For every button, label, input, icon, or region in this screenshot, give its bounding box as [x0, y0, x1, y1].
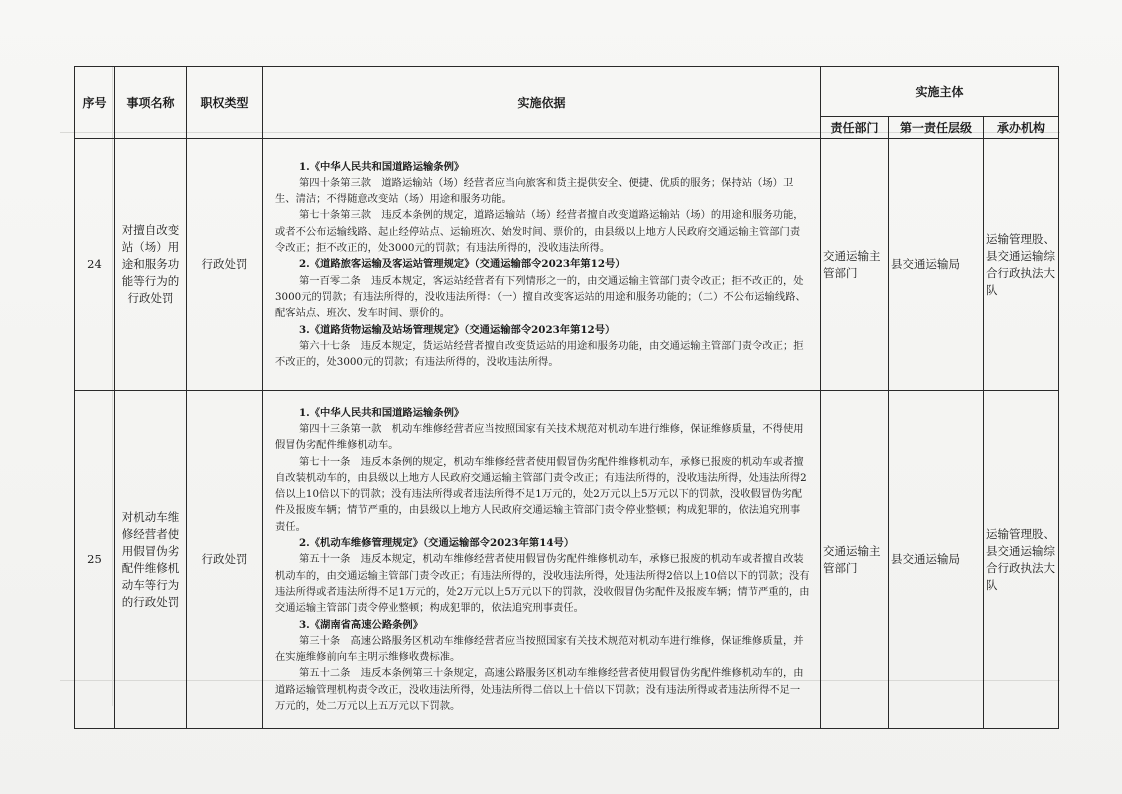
row-basis: [263, 391, 821, 729]
header-seq: 序号: [75, 67, 115, 139]
header-basis: 实施依据: [263, 67, 821, 139]
basis-article: 第四十条第三款 道路运输站（场）经营者应当向旅客和货主提供安全、便捷、优质的服务；保持站（场）卫生、清洁；不得随意改变站（场）用途和服务功能。: [275, 176, 794, 206]
header-handler: 承办机构: [984, 117, 1059, 139]
basis-law-title: 1.《中华人民共和国道路运输条例》: [299, 160, 465, 173]
row-power-type: 行政处罚: [187, 139, 263, 391]
basis-article: 第七十一条 违反本条例的规定，机动车维修经营者使用假冒伪劣配件维修机动车，承修已报废的机动车或者擅自改装机动车的，由县级以上地方人民政府交通运输主管部门责令改正；有违法所得的，没收违法所得，处违法所得2倍以上10倍以下的罚款；没有违法所得或者违法所得不足1万元的，处2万元以上5万元以下的罚款，没收假冒伪劣配件及报废车辆；情节严重的，由县级以上地方人民政府交通运输主管部门责令停业整顿；构成犯罪的，依法追究刑事责任。: [275, 455, 807, 533]
table-row: [75, 139, 1059, 391]
row-power-type: 行政处罚: [187, 391, 263, 729]
header-power-type: 职权类型: [187, 67, 263, 139]
header-level: 第一责任层级: [889, 117, 984, 139]
row-handler: 运输管理股、县交通运输综合行政执法大队: [984, 391, 1059, 729]
row-basis: [263, 139, 821, 391]
basis-article: 第一百零二条 违反本规定，客运站经营者有下列情形之一的，由交通运输主管部门责令改正；拒不改正的，处3000元的罚款；有违法所得的，没收违法所得：（一）擅自改变客运站的用途和服务功能的；（二）不公布运输线路、配客站点、班次、发车时间、票价的。: [275, 274, 806, 320]
header-subject: 实施主体: [821, 67, 1059, 117]
basis-law-title: 1.《中华人民共和国道路运输条例》: [299, 406, 465, 419]
basis-article: 第五十一条 违反本规定，机动车维修经营者使用假冒伪劣配件维修机动车，承修已报废的机动车或者擅自改装机动车的，由交通运输主管部门责令改正；有违法所得的，没收违法所得，处违法所得2倍以上10倍以下的罚款；没有违法所得或者违法所得不足1万元的，处2万元以上5万元以下的罚款，没收假冒伪劣配件及报废车辆；情节严重的，由交通运输主管部门责令停业整顿；构成犯罪的，依法追究刑事责任。: [275, 553, 810, 615]
header-dept: 责任部门: [821, 117, 889, 139]
basis-article: 第七十条第三款 违反本条例的规定，道路运输站（场）经营者擅自改变道路运输站（场）的用途和服务功能，或者不公布运输线路、起止经停站点、运输班次、始发时间、票价的，由县级以上地方人民政府交通运输主管部门责令改正；拒不改正的，处3000元的罚款；有违法所得的，没收违法所得。: [275, 209, 804, 255]
row-seq: 24: [75, 139, 115, 391]
basis-article: 第四十三条第一款 机动车维修经营者应当按照国家有关技术规范对机动车进行维修，保证维修质量，不得使用假冒伪劣配件维修机动车。: [275, 422, 804, 452]
row-item-name: 对机动车维修经营者使用假冒伪劣配件维修机动车等行为的行政处罚: [115, 391, 187, 729]
header-item-name: 事项名称: [115, 67, 187, 139]
basis-law-title: 2.《道路旅客运输及客运站管理规定》（交通运输部令2023年第12号）: [299, 258, 626, 271]
basis-article: 第五十二条 违反本条例第三十条规定，高速公路服务区机动车维修经营者使用假冒伪劣配件维修机动车的，由道路运输管理机构责令改正，没收违法所得，处违法所得二倍以上十倍以下罚款；没有违法所得或者违法所得不足一万元的，处二万元以上五万元以下罚款。: [275, 667, 804, 713]
basis-article: 第三十条 高速公路服务区机动车维修经营者应当按照国家有关技术规范对机动车进行维修，保证维修质量，并在实施维修前向车主明示维修收费标准。: [275, 634, 804, 664]
row-item-name: 对擅自改变站（场）用途和服务功能等行为的行政处罚: [115, 139, 187, 391]
row-dept: 交通运输主管部门: [821, 391, 889, 729]
basis-law-title: 2.《机动车维修管理规定》（交通运输部令2023年第14号）: [299, 537, 575, 550]
basis-law-title: 3.《道路货物运输及站场管理规定》（交通运输部令2023年第12号）: [299, 323, 616, 336]
basis-law-title: 3.《湖南省高速公路条例》: [299, 618, 424, 631]
row-dept: 交通运输主管部门: [821, 139, 889, 391]
basis-paragraphs: [275, 405, 810, 715]
header-row: [75, 67, 1059, 117]
enforcement-table: [74, 66, 1059, 729]
table-row: [75, 391, 1059, 729]
row-level: 县交通运输局: [889, 391, 984, 729]
row-handler: 运输管理股、县交通运输综合行政执法大队: [984, 139, 1059, 391]
row-seq: 25: [75, 391, 115, 729]
basis-paragraphs: [275, 159, 810, 371]
row-level: 县交通运输局: [889, 139, 984, 391]
basis-article: 第六十七条 违反本规定，货运站经营者擅自改变货运站的用途和服务功能，由交通运输主管部门责令改正；拒不改正的，处3000元的罚款；有违法所得的，没收违法所得。: [275, 339, 804, 369]
